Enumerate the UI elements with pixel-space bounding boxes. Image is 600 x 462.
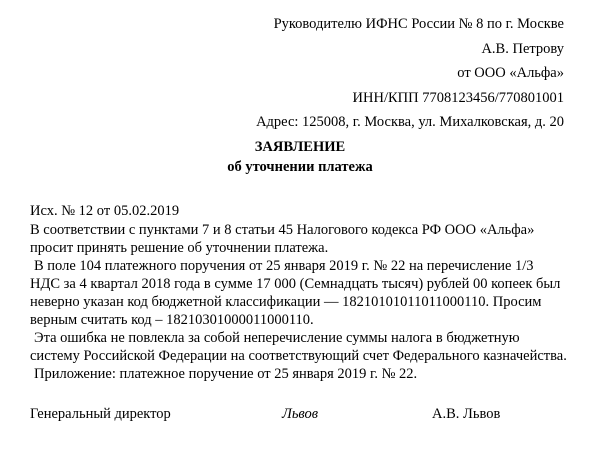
signatory-name: А.В. Львов bbox=[432, 406, 501, 422]
document-body bbox=[30, 221, 590, 383]
signature-block bbox=[30, 404, 590, 424]
document-heading bbox=[0, 137, 600, 177]
outgoing-reference: Исх. № 12 от 05.02.2019 bbox=[30, 203, 180, 219]
addressee-inn-kpp: ИНН/КПП 7708123456/770801001 bbox=[352, 89, 564, 106]
addressee-sender: от ООО «Альфа» bbox=[457, 65, 564, 81]
body-line: Приложение: платежное поручение от 25 января 2019 г. № 22. bbox=[34, 366, 418, 382]
body-line: верным считать код – 18210301000011000110. bbox=[30, 312, 314, 328]
addressee-recipient: Руководителю ИФНС России № 8 по г. Москве bbox=[273, 16, 564, 32]
body-line: В поле 104 платежного поручения от 25 января 2019 г. № 22 на перечисление 1/3 bbox=[34, 258, 534, 274]
body-line: В соответствии с пунктами 7 и 8 статьи 45 Налогового кодекса РФ ООО «Альфа» bbox=[30, 222, 535, 238]
signatory-position: Генеральный директор bbox=[30, 406, 171, 422]
document-title: ЗАЯВЛЕНИЕ bbox=[254, 139, 346, 155]
body-line: систему Российской Федерации на соответствующий счет Федерального казначейства. bbox=[30, 348, 567, 364]
body-line: Эта ошибка не повлекла за собой неперечисление суммы налога в бюджетную bbox=[34, 330, 520, 346]
body-line: неверно указан код бюджетной классификации — 18210101011011000110. Просим bbox=[30, 294, 542, 310]
body-line: НДС за 4 квартал 2018 года в сумме 17 000 (Семнадцать тысяч) рублей 00 копеек был bbox=[30, 276, 561, 292]
addressee-recipient-name: А.В. Петрову bbox=[481, 40, 564, 57]
addressee-block bbox=[256, 12, 564, 135]
handwritten-signature: Львов bbox=[282, 406, 319, 422]
document-subtitle: об уточнении платежа bbox=[227, 159, 373, 175]
body-line: просит принять решение об уточнении платежа. bbox=[30, 240, 329, 256]
addressee-address: Адрес: 125008, г. Москва, ул. Михалковская, д. 20 bbox=[256, 114, 564, 130]
